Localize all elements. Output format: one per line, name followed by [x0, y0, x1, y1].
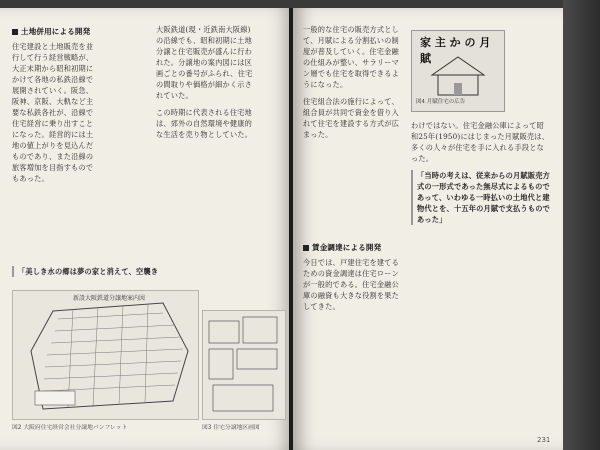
map-figure: [12, 290, 199, 420]
left-caption: 図2 大阪府住宅経営会社分譲地パンフレット: [12, 425, 128, 431]
plan-drawing: [203, 311, 285, 419]
map-drawing: [13, 291, 198, 419]
map-title: 新設大阪鉄道分譲地案内図: [73, 295, 146, 302]
left-col-3-text: この時期に代表される住宅地は、郊外の自然環境や健康的な生活を売り物としていた。: [156, 108, 253, 139]
right-col-1-text: 一般的な住宅の販売方式として、月賦による分割払いの制度が普及していく。住宅金融の仕組みが整い、サラリーマン層でも住宅を取得できるようになった。: [303, 25, 400, 89]
plan-figure: [202, 310, 286, 420]
right-col-1: [303, 24, 403, 140]
right-quote: 「当時の考えは、従来からの月賦販売方式の一形式であった無尽式によるものであって、いわゆる一時払いの土地代と建物代とを、十五年の月賦で支払うものであった」: [411, 170, 551, 225]
right-page: [293, 8, 563, 450]
right-col-4-text: わけではない。住宅金融公庫によって昭和25年(1950)にはじまった月賦販売は、多くの人々が住宅を手に入れる手段となった。: [411, 121, 550, 163]
left-col-1-text: 住宅建設と土地販売を並行して行う経営戦略が、大正末期から昭和初期にかけて各地の私鉄沿線で展開されていく。阪急、阪神、京阪、大軌など主要な私鉄各社が、沿線で住宅経営に乗り出すことになった。経営的には土地の値上がりを見込んだものであり、また沿線の旅客増加を目指すものでもあった。: [12, 42, 94, 183]
house-illustration: [412, 45, 504, 105]
right-col-3: [303, 240, 403, 312]
left-quote-block: [12, 266, 162, 277]
right-col-4: [411, 120, 551, 225]
left-page: [0, 8, 291, 450]
section-heading: 土地併用による開発: [12, 26, 100, 37]
right-col-2-text: 住宅組合法の施行によって、組合員が共同で資金を借り入れて住宅を建設する方式が広まった。: [303, 97, 400, 139]
section-heading-2: 賃金調達による開発: [303, 242, 403, 253]
heading-mark-icon: [12, 29, 18, 35]
ad-subcaption: 図4 月賦住宅の広告: [416, 99, 466, 105]
left-quote: 「美しき水の郷は夢の家と消えて、空襲き: [12, 266, 162, 277]
left-col-2-text: 大阪鉄道(現・近鉄南大阪線)の沿線でも、昭和初期に土地分譲と住宅販売が盛んに行われた。分譲地の案内図には区画ごとの番号がふられ、住宅の間取りや価格が細かく示されていた。: [156, 25, 253, 100]
left-col-1: [12, 24, 100, 184]
ad-title: 家 主 か の 月 賦: [420, 36, 491, 65]
background-edge: [563, 0, 600, 450]
heading-mark-icon: [303, 245, 309, 251]
left-col-2: [156, 24, 256, 140]
page-number: 231: [537, 436, 551, 444]
right-col-3-text: 今日では、戸建住宅を建てるための資金調達は住宅ローンが一般的である。住宅金融公庫の融資も大きな役割を果たしてきた。: [303, 258, 400, 311]
advertisement-figure: [411, 30, 505, 112]
mid-caption: 図3 住宅分譲地区画図: [202, 425, 260, 431]
